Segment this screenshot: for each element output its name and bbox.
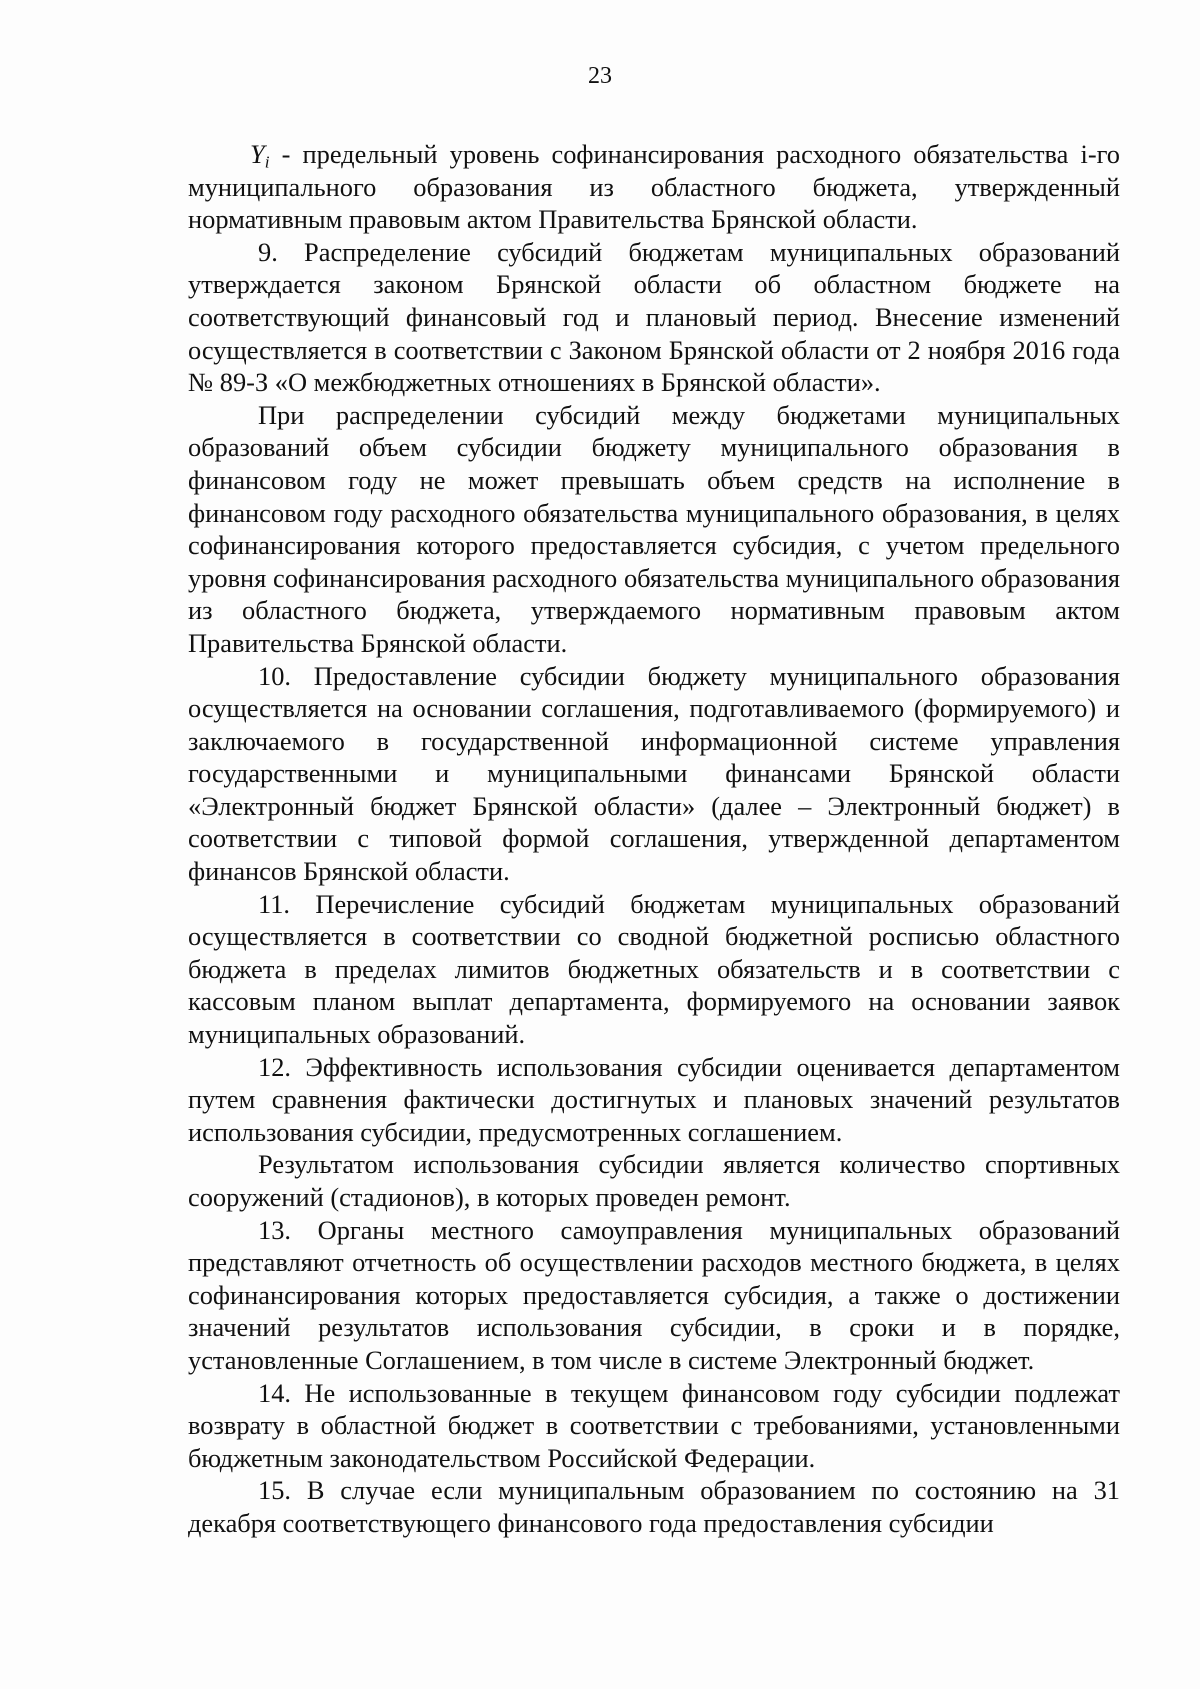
paragraph-distribution: При распределении субсидий между бюджетами муниципальных образований объем субсидии бюджету муниципального образования в финансовом году не может превышать объем средств на исполнение в финансовом году расходного обязательства муниципального образования, в целях софинансирования которого предоставляется субсидия, с учетом предельного уровня софинансирования расходного обязательства муниципального образования из областного бюджета, утверждаемого нормативным правовым актом Правительства Брянской области.	[188, 399, 1120, 658]
paragraph-item-9: 9. Распределение субсидий бюджетам муниципальных образований утверждается законом Брянской области об областном бюджете на соответствующий финансовый год и плановый период. Внесение изменений осуществляется в соответствии с Законом Брянской области от 2 ноября 2016 года № 89-З «О межбюджетных отношениях в Брянской области».	[188, 236, 1120, 398]
paragraph-variable-definition	[188, 138, 1120, 236]
paragraph-item-13: 13. Органы местного самоуправления муниципальных образований представляют отчетность об осуществлении расходов местного бюджета, в целях софинансирования которых предоставляется субсидия, а также о достижении значений результатов использования субсидии, в сроки и в порядке, установленные Соглашением, в том числе в системе Электронный бюджет.	[188, 1214, 1120, 1375]
paragraph-item-10: 10. Предоставление субсидии бюджету муниципального образования осуществляется на основании соглашения, подготавливаемого (формируемого) и заключаемого в государственной информационной системе управления государственными и муниципальными финансами Брянской области «Электронный бюджет Брянской области» (далее – Электронный бюджет) в соответствии с типовой формой соглашения, утвержденной департаментом финансов Брянской области.	[188, 660, 1120, 887]
document-body	[188, 138, 1120, 1540]
variable-symbol: $Y_i$	[250, 139, 270, 172]
paragraph-text: - предельный уровень софинансирования расходного обязательства i-го муниципального образования из областного бюджета, утвержденный нормативным правовым актом Правительства Брянской области.	[188, 139, 1120, 235]
paragraph-item-12: 12. Эффективность использования субсидии оценивается департаментом путем сравнения фактически достигнутых и плановых значений результатов использования субсидии, предусмотренных соглашением.	[188, 1051, 1120, 1147]
paragraph-item-15: 15. В случае если муниципальным образованием по состоянию на 31 декабря соответствующего финансового года предоставления субсидии	[188, 1475, 1120, 1538]
page-number: 23	[588, 63, 612, 89]
paragraph-item-11: 11. Перечисление субсидий бюджетам муниципальных образований осуществляется в соответствии со сводной бюджетной росписью областного бюджета в пределах лимитов бюджетных обязательств и в соответствии с кассовым планом выплат департамента, формируемого на основании заявок муниципальных образований.	[188, 888, 1120, 1050]
paragraph-result: Результатом использования субсидии является количество спортивных сооружений (стадионов), в которых проведен ремонт.	[188, 1149, 1120, 1212]
paragraph-item-14: 14. Не использованные в текущем финансовом году субсидии подлежат возврату в областной бюджет в соответствии с требованиями, установленными бюджетным законодательством Российской Федерации.	[188, 1377, 1120, 1473]
